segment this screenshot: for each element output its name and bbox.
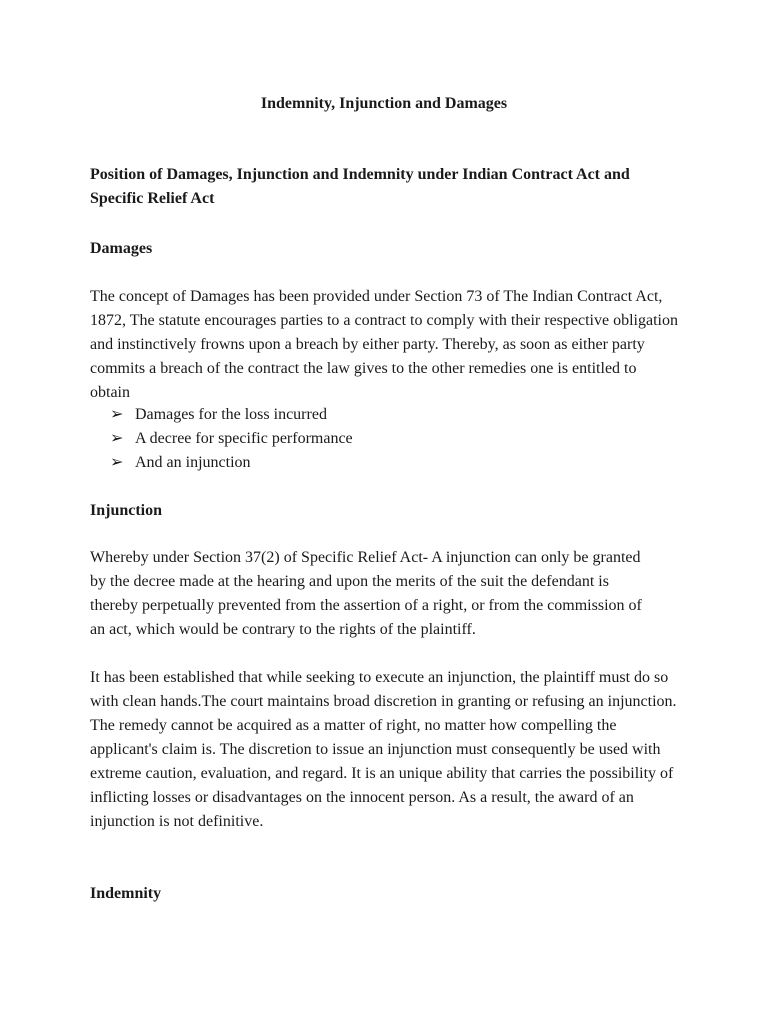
list-item xyxy=(110,427,670,451)
arrow-bullet-icon: ➢ xyxy=(110,454,124,471)
remedies-list xyxy=(110,403,670,475)
heading-indemnity: Indemnity xyxy=(90,885,162,902)
document-title: Indemnity, Injunction and Damages xyxy=(260,95,508,112)
heading-damages: Damages xyxy=(90,240,153,257)
list-item xyxy=(110,403,670,427)
arrow-bullet-icon: ➢ xyxy=(110,430,124,447)
paragraph-damages: The concept of Damages has been provided under Section 73 of The Indian Contract Act, 1872, The statute encourages parties to a contract to comply with their respective obligation and instinctively frowns upon a breach by either party. Thereby, as soon as either party commits a breach of the contract the law gives to the other remedies one is entitled to obtain xyxy=(90,288,678,401)
paragraph-injunction-2: It has been established that while seeking to execute an injunction, the plaintiff must do so with clean hands.The court maintains broad discretion in granting or refusing an injunction. The remedy cannot be acquired as a matter of right, no matter how compelling the applicant's claim is. The discretion to issue an injunction must consequently be used with extreme caution, evaluation, and regard. It is an unique ability that carries the possibility of inflicting losses or disadvantages on the innocent person. As a result, the award of an injunction is not definitive. xyxy=(90,669,677,830)
list-item-text: And an injunction xyxy=(135,454,251,471)
list-item xyxy=(110,451,670,475)
document-subtitle: Position of Damages, Injunction and Indemnity under Indian Contract Act and Specific Relief Act xyxy=(90,166,630,207)
paragraph-injunction-1: Whereby under Section 37(2) of Specific Relief Act- A injunction can only be granted by the decree made at the hearing and upon the merits of the suit the defendant is thereby perpetually prevented from the assertion of a right, or from the commission of an act, which would be contrary to the rights of the plaintiff. xyxy=(90,549,642,638)
heading-injunction: Injunction xyxy=(90,502,163,519)
list-item-text: Damages for the loss incurred xyxy=(135,406,327,423)
list-item-text: A decree for specific performance xyxy=(135,430,353,447)
arrow-bullet-icon: ➢ xyxy=(110,406,124,423)
